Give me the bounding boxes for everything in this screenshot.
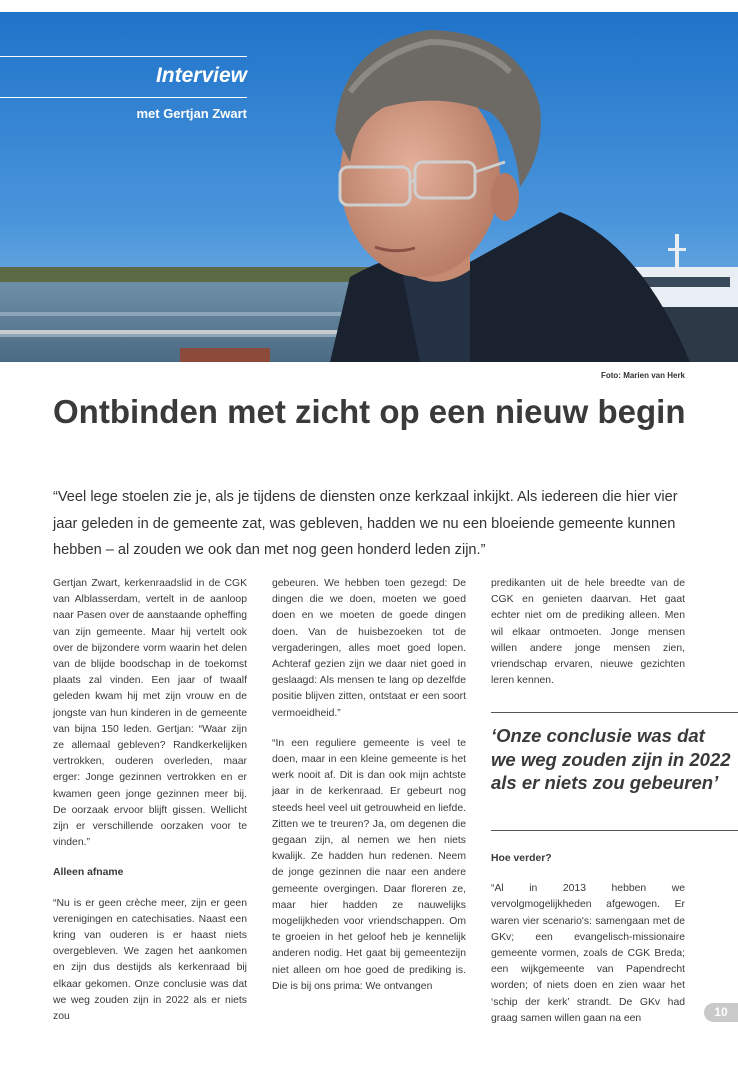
article-column-3 — [491, 576, 685, 703]
hero-photo — [0, 12, 738, 362]
portrait-photo — [0, 12, 738, 362]
pull-quote-rule-top — [491, 712, 738, 713]
paragraph: gebeuren. We hebben toen gezegd: De dingen die we doen, moeten we goed doen en we moeten de goede dingen doen. Van de huisbezoeken tot de vergaderingen, alles moet goed lopen. Achteraf gezien zijn we daar niet goed in geslaagd: Als mensen te lang op dezelfde positie blijven zitten, ontstaat er een soort vermoeidheid.” — [272, 578, 466, 719]
pull-quote-rule-bottom — [491, 830, 738, 831]
article-headline: Ontbinden met zicht op een nieuw begin — [53, 393, 686, 430]
paragraph: “In een reguliere gemeente is veel te doen, maar in een kleine gemeente is het werk nooit af. Dit is dan ook mijn achtste jaar in de kerkenraad. Er gebeurt nog steeds heel veel uit getrouwheid en liefde. Zitten we te treuren? Ja, om degenen die gegaan zijn, al nemen we hen niets kwalijk. Ze hadden hun redenen. Neem de jonge gezinnen die naar een andere gemeente overgingen. Daar floreren ze, maar hier hadden ze nauwelijks mogelijkheden voor vriendschappen. Om te groeien in het geloof heb je kennelijk anderen nodig. Het gaat bij gemeentezijn niet alleen om hoe goed de prediking is. Die is bij ons prima: We ontvangen — [272, 737, 466, 992]
article-column-3-continued — [491, 851, 685, 1041]
paragraph: Gertjan Zwart, kerkenraadslid in de CGK van Alblasserdam, vertelt in de aanloop naar Pasen over de aanstaande opheffing van zijn gemeente. Maar hij vertelt ook over de bijzondere vorm waarin het delen van de blijde boodschap in de toekomst plaats zal vinden. Een jaar of twaalf geleden kwam hij met zijn vrouw en de jongste van hun kinderen in de gemeente van bijna 150 leden. Gertjan: “Waar zijn ze allemaal gebleven? Randkerkelijken vertrokken, ouderen overleden, maar erger: Jonge gezinnen vertrokken en er kwamen geen jonge gezinnen meer bij. De oorzaak ervoor blijft gissen. Wellicht zijn er verschillende oorzaken voor te vinden.” — [53, 578, 247, 849]
article-column-1 — [53, 576, 247, 1039]
article-column-2 — [272, 576, 466, 1009]
paragraph: predikanten uit de hele breedte van de CGK en genieten daarvan. Het gaat echter niet om de prediking alleen. Men wil elkaar ontmoeten. Jonge mensen willen andere jonge mensen zien, vriendschap ervaren, nieuwe gezichten leren kennen. — [491, 578, 685, 687]
pull-quote: ‘Onze conclusie was dat we weg zouden zijn in 2022 als er niets zou gebeuren’ — [491, 725, 731, 793]
kicker-rule-top — [0, 56, 247, 57]
subheading: Alleen afname — [53, 867, 124, 879]
section-kicker: Interview — [155, 64, 247, 87]
paragraph: “Nu is er geen crèche meer, zijn er geen verenigingen en catechisaties. Naast een kring van ouderen is er haast niets overgebleven. We zagen het aankomen en zijn dus destijds als kerkenraad bij elkaar gekomen. Onze conclusie was dat we weg zouden zijn in 2022 als er niets zou — [53, 897, 247, 1023]
article-lede: “Veel lege stoelen zie je, als je tijdens de diensten onze kerkzaal inkijkt. Als iedereen die hier vier jaar geleden in de gemeente zat, was gebleven, hadden we nu een bloeiende gemeente kunnen hebben – al zouden we ook dan met nog geen honderd leden zijn.” — [53, 489, 678, 559]
interview-subject: met Gertjan Zwart — [136, 106, 247, 121]
paragraph: “Al in 2013 hebben we vervolgmogelijkheden afgewogen. Er waren vier scenario's: samengaan met de GKv; een evangelisch-missionaire gemeente vormen, zoals de CGK Breda; een wijkgemeente van Papendrecht worden; of niets doen en zien waar het ‘schip der kerk’ strandt. De GKv had graag samen willen gaan na een — [491, 883, 685, 1024]
kicker-rule-bottom — [0, 97, 247, 98]
page-number: 10 — [704, 1003, 738, 1022]
subheading: Hoe verder? — [491, 853, 552, 864]
photo-credit: Foto: Marien van Herk — [600, 371, 685, 380]
